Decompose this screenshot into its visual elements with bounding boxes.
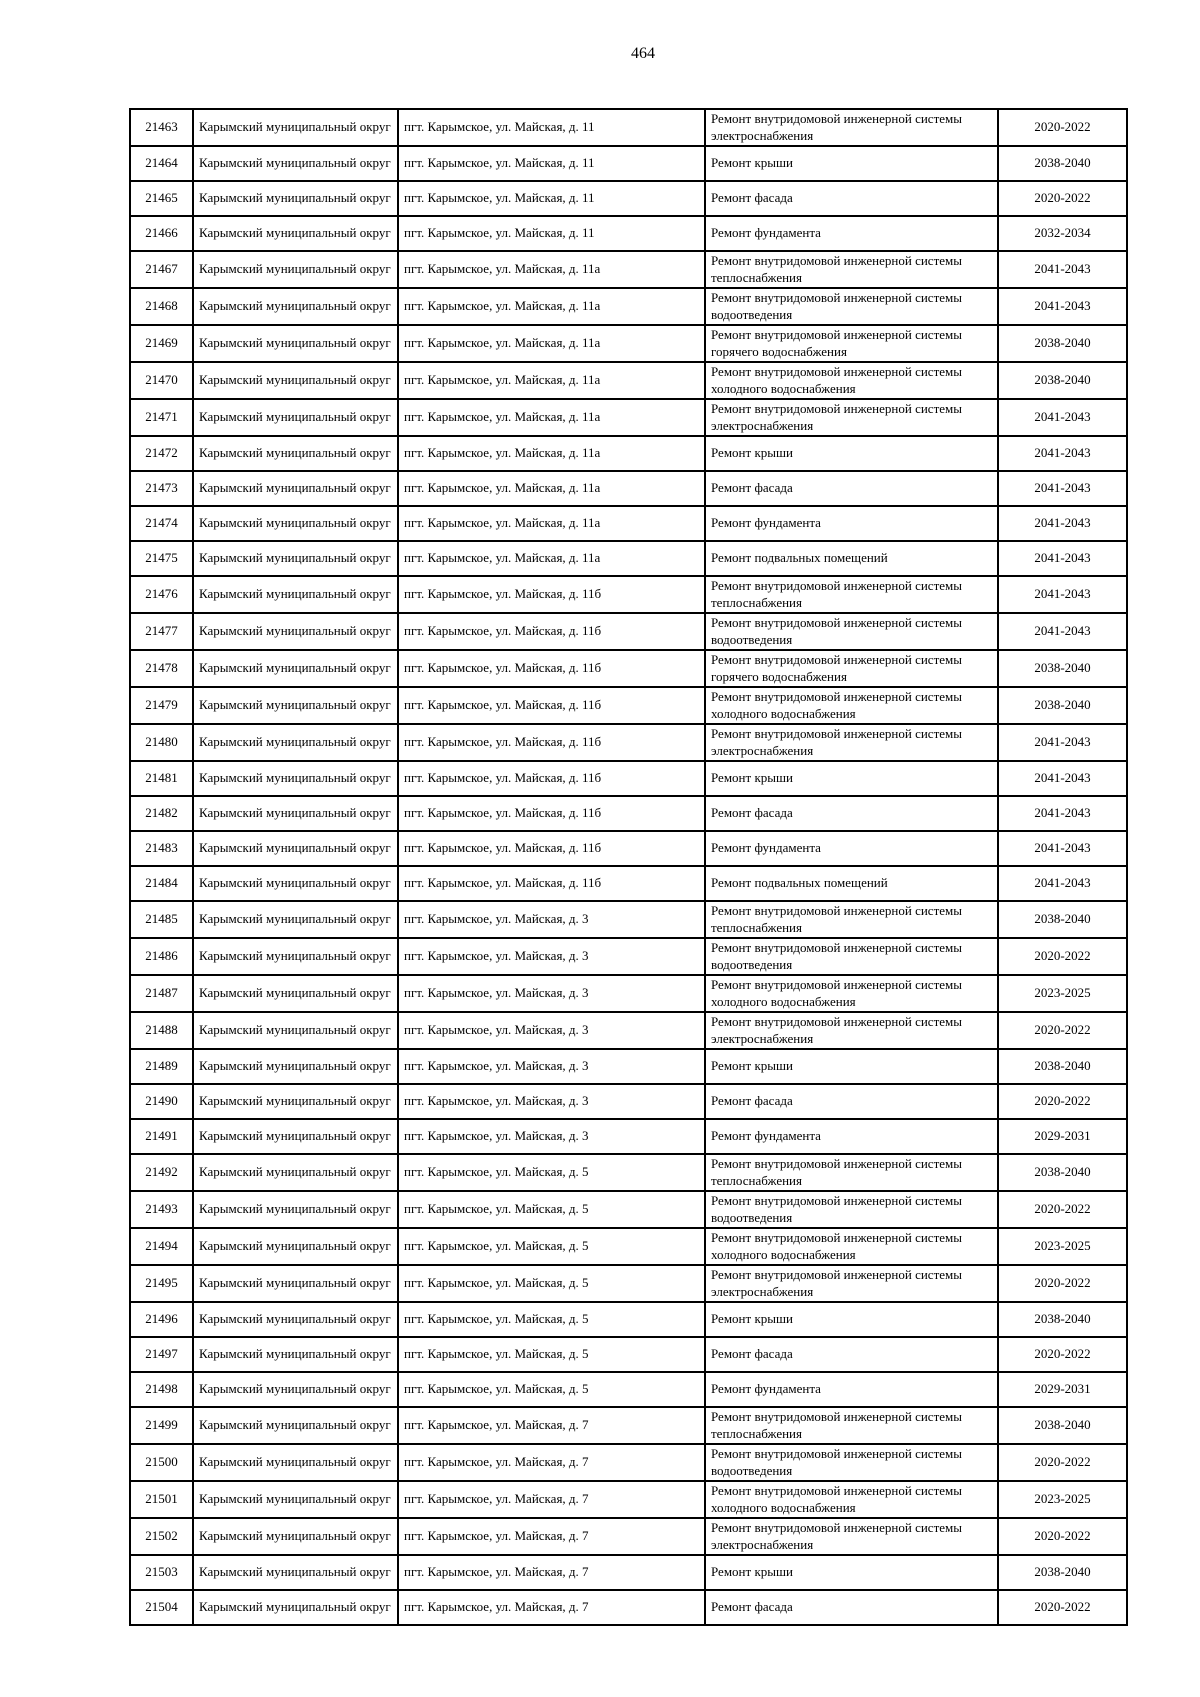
cell-row-id: 21499: [130, 1407, 193, 1444]
table-row: [130, 1302, 1127, 1337]
table-row: [130, 1012, 1127, 1049]
cell-row-id: 21502: [130, 1518, 193, 1555]
cell-address: пгт. Карымское, ул. Майская, д. 11б: [398, 650, 705, 687]
table-row: [130, 1265, 1127, 1302]
cell-years: 2020-2022: [998, 1444, 1127, 1481]
cell-years: 2023-2025: [998, 975, 1127, 1012]
cell-municipality: Карымский муниципальный округ: [193, 1049, 398, 1084]
cell-years: 2020-2022: [998, 1191, 1127, 1228]
cell-address: пгт. Карымское, ул. Майская, д. 11б: [398, 831, 705, 866]
cell-address: пгт. Карымское, ул. Майская, д. 5: [398, 1265, 705, 1302]
cell-municipality: Карымский муниципальный округ: [193, 216, 398, 251]
cell-work-type: Ремонт внутридомовой инженерной системы холодного водоснабжения: [705, 687, 998, 724]
cell-address: пгт. Карымское, ул. Майская, д. 7: [398, 1481, 705, 1518]
cell-row-id: 21473: [130, 471, 193, 506]
table-row: [130, 288, 1127, 325]
cell-address: пгт. Карымское, ул. Майская, д. 3: [398, 1119, 705, 1154]
cell-municipality: Карымский муниципальный округ: [193, 506, 398, 541]
cell-row-id: 21494: [130, 1228, 193, 1265]
cell-address: пгт. Карымское, ул. Майская, д. 3: [398, 1049, 705, 1084]
cell-work-type: Ремонт крыши: [705, 1049, 998, 1084]
cell-row-id: 21504: [130, 1590, 193, 1625]
cell-address: пгт. Карымское, ул. Майская, д. 11а: [398, 471, 705, 506]
cell-address: пгт. Карымское, ул. Майская, д. 5: [398, 1154, 705, 1191]
cell-address: пгт. Карымское, ул. Майская, д. 11б: [398, 687, 705, 724]
cell-work-type: Ремонт внутридомовой инженерной системы горячего водоснабжения: [705, 325, 998, 362]
cell-years: 2041-2043: [998, 541, 1127, 576]
cell-row-id: 21495: [130, 1265, 193, 1302]
cell-work-type: Ремонт внутридомовой инженерной системы электроснабжения: [705, 109, 998, 146]
cell-work-type: Ремонт внутридомовой инженерной системы водоотведения: [705, 288, 998, 325]
table-row: [130, 687, 1127, 724]
cell-work-type: Ремонт крыши: [705, 146, 998, 181]
table-row: [130, 1555, 1127, 1590]
cell-municipality: Карымский муниципальный округ: [193, 251, 398, 288]
cell-work-type: Ремонт внутридомовой инженерной системы горячего водоснабжения: [705, 650, 998, 687]
cell-row-id: 21476: [130, 576, 193, 613]
cell-row-id: 21497: [130, 1337, 193, 1372]
cell-row-id: 21491: [130, 1119, 193, 1154]
cell-address: пгт. Карымское, ул. Майская, д. 3: [398, 938, 705, 975]
cell-address: пгт. Карымское, ул. Майская, д. 3: [398, 1012, 705, 1049]
cell-row-id: 21474: [130, 506, 193, 541]
cell-municipality: Карымский муниципальный округ: [193, 576, 398, 613]
cell-work-type: Ремонт внутридомовой инженерной системы электроснабжения: [705, 1518, 998, 1555]
cell-work-type: Ремонт фундамента: [705, 1372, 998, 1407]
cell-years: 2038-2040: [998, 1049, 1127, 1084]
cell-address: пгт. Карымское, ул. Майская, д. 11: [398, 181, 705, 216]
cell-years: 2038-2040: [998, 146, 1127, 181]
cell-municipality: Карымский муниципальный округ: [193, 1154, 398, 1191]
cell-municipality: Карымский муниципальный округ: [193, 901, 398, 938]
cell-row-id: 21470: [130, 362, 193, 399]
cell-work-type: Ремонт внутридомовой инженерной системы холодного водоснабжения: [705, 975, 998, 1012]
cell-years: 2020-2022: [998, 938, 1127, 975]
cell-work-type: Ремонт фасада: [705, 181, 998, 216]
table-row: [130, 1372, 1127, 1407]
cell-work-type: Ремонт подвальных помещений: [705, 541, 998, 576]
cell-years: 2038-2040: [998, 362, 1127, 399]
cell-row-id: 21490: [130, 1084, 193, 1119]
cell-address: пгт. Карымское, ул. Майская, д. 11б: [398, 866, 705, 901]
cell-address: пгт. Карымское, ул. Майская, д. 5: [398, 1191, 705, 1228]
cell-years: 2020-2022: [998, 1265, 1127, 1302]
cell-work-type: Ремонт крыши: [705, 1555, 998, 1590]
cell-row-id: 21472: [130, 436, 193, 471]
cell-address: пгт. Карымское, ул. Майская, д. 5: [398, 1228, 705, 1265]
cell-years: 2020-2022: [998, 1590, 1127, 1625]
table-row: [130, 1228, 1127, 1265]
cell-years: 2029-2031: [998, 1119, 1127, 1154]
table-row: [130, 1191, 1127, 1228]
cell-row-id: 21481: [130, 761, 193, 796]
table-row: [130, 146, 1127, 181]
cell-address: пгт. Карымское, ул. Майская, д. 5: [398, 1302, 705, 1337]
cell-address: пгт. Карымское, ул. Майская, д. 11: [398, 146, 705, 181]
cell-row-id: 21485: [130, 901, 193, 938]
cell-municipality: Карымский муниципальный округ: [193, 761, 398, 796]
cell-work-type: Ремонт крыши: [705, 436, 998, 471]
cell-work-type: Ремонт крыши: [705, 761, 998, 796]
table-row: [130, 436, 1127, 471]
cell-work-type: Ремонт внутридомовой инженерной системы электроснабжения: [705, 1265, 998, 1302]
cell-years: 2041-2043: [998, 399, 1127, 436]
cell-years: 2038-2040: [998, 650, 1127, 687]
cell-work-type: Ремонт фундамента: [705, 506, 998, 541]
table-row: [130, 506, 1127, 541]
cell-years: 2023-2025: [998, 1228, 1127, 1265]
cell-municipality: Карымский муниципальный округ: [193, 1372, 398, 1407]
cell-work-type: Ремонт внутридомовой инженерной системы теплоснабжения: [705, 901, 998, 938]
cell-municipality: Карымский муниципальный округ: [193, 362, 398, 399]
cell-work-type: Ремонт фасада: [705, 1084, 998, 1119]
table-row: [130, 1518, 1127, 1555]
table-row: [130, 251, 1127, 288]
cell-years: 2041-2043: [998, 724, 1127, 761]
cell-row-id: 21467: [130, 251, 193, 288]
cell-address: пгт. Карымское, ул. Майская, д. 11а: [398, 541, 705, 576]
cell-row-id: 21496: [130, 1302, 193, 1337]
table-row: [130, 1084, 1127, 1119]
cell-row-id: 21488: [130, 1012, 193, 1049]
cell-work-type: Ремонт фасада: [705, 1337, 998, 1372]
cell-work-type: Ремонт фундамента: [705, 1119, 998, 1154]
cell-years: 2041-2043: [998, 288, 1127, 325]
cell-municipality: Карымский муниципальный округ: [193, 471, 398, 506]
cell-years: 2038-2040: [998, 1154, 1127, 1191]
cell-years: 2038-2040: [998, 1407, 1127, 1444]
cell-row-id: 21477: [130, 613, 193, 650]
cell-years: 2041-2043: [998, 471, 1127, 506]
cell-years: 2020-2022: [998, 1337, 1127, 1372]
cell-row-id: 21479: [130, 687, 193, 724]
cell-work-type: Ремонт внутридомовой инженерной системы теплоснабжения: [705, 251, 998, 288]
cell-municipality: Карымский муниципальный округ: [193, 1444, 398, 1481]
cell-municipality: Карымский муниципальный округ: [193, 1337, 398, 1372]
cell-work-type: Ремонт фундамента: [705, 831, 998, 866]
cell-row-id: 21463: [130, 109, 193, 146]
table-row: [130, 866, 1127, 901]
cell-years: 2038-2040: [998, 325, 1127, 362]
cell-municipality: Карымский муниципальный округ: [193, 1518, 398, 1555]
cell-municipality: Карымский муниципальный округ: [193, 687, 398, 724]
table-row: [130, 1590, 1127, 1625]
cell-address: пгт. Карымское, ул. Майская, д. 11б: [398, 724, 705, 761]
cell-work-type: Ремонт внутридомовой инженерной системы водоотведения: [705, 1191, 998, 1228]
cell-years: 2038-2040: [998, 1302, 1127, 1337]
cell-years: 2023-2025: [998, 1481, 1127, 1518]
cell-municipality: Карымский муниципальный округ: [193, 1555, 398, 1590]
cell-years: 2020-2022: [998, 1084, 1127, 1119]
table-row: [130, 1407, 1127, 1444]
cell-work-type: Ремонт внутридомовой инженерной системы холодного водоснабжения: [705, 362, 998, 399]
cell-row-id: 21482: [130, 796, 193, 831]
cell-row-id: 21464: [130, 146, 193, 181]
cell-municipality: Карымский муниципальный округ: [193, 181, 398, 216]
cell-row-id: 21468: [130, 288, 193, 325]
table-row: [130, 724, 1127, 761]
cell-municipality: Карымский муниципальный округ: [193, 831, 398, 866]
cell-row-id: 21493: [130, 1191, 193, 1228]
cell-address: пгт. Карымское, ул. Майская, д. 7: [398, 1555, 705, 1590]
cell-work-type: Ремонт внутридомовой инженерной системы водоотведения: [705, 938, 998, 975]
table-row: [130, 975, 1127, 1012]
cell-years: 2020-2022: [998, 1012, 1127, 1049]
cell-years: 2041-2043: [998, 796, 1127, 831]
cell-work-type: Ремонт внутридомовой инженерной системы водоотведения: [705, 613, 998, 650]
cell-address: пгт. Карымское, ул. Майская, д. 7: [398, 1590, 705, 1625]
cell-address: пгт. Карымское, ул. Майская, д. 11б: [398, 613, 705, 650]
cell-municipality: Карымский муниципальный округ: [193, 613, 398, 650]
cell-address: пгт. Карымское, ул. Майская, д. 11а: [398, 325, 705, 362]
cell-municipality: Карымский муниципальный округ: [193, 109, 398, 146]
cell-years: 2032-2034: [998, 216, 1127, 251]
table-row: [130, 613, 1127, 650]
cell-work-type: Ремонт внутридомовой инженерной системы теплоснабжения: [705, 576, 998, 613]
cell-row-id: 21483: [130, 831, 193, 866]
cell-address: пгт. Карымское, ул. Майская, д. 11: [398, 109, 705, 146]
cell-municipality: Карымский муниципальный округ: [193, 1191, 398, 1228]
cell-row-id: 21503: [130, 1555, 193, 1590]
cell-municipality: Карымский муниципальный округ: [193, 1265, 398, 1302]
table-row: [130, 541, 1127, 576]
cell-address: пгт. Карымское, ул. Майская, д. 5: [398, 1337, 705, 1372]
cell-municipality: Карымский муниципальный округ: [193, 975, 398, 1012]
cell-work-type: Ремонт внутридомовой инженерной системы холодного водоснабжения: [705, 1481, 998, 1518]
cell-years: 2020-2022: [998, 109, 1127, 146]
table-row: [130, 576, 1127, 613]
cell-address: пгт. Карымское, ул. Майская, д. 11б: [398, 796, 705, 831]
cell-address: пгт. Карымское, ул. Майская, д. 11б: [398, 761, 705, 796]
cell-years: 2029-2031: [998, 1372, 1127, 1407]
cell-municipality: Карымский муниципальный округ: [193, 1590, 398, 1625]
table-row: [130, 181, 1127, 216]
cell-work-type: Ремонт внутридомовой инженерной системы холодного водоснабжения: [705, 1228, 998, 1265]
cell-row-id: 21469: [130, 325, 193, 362]
repair-plan-table-body: [130, 109, 1127, 1625]
cell-work-type: Ремонт внутридомовой инженерной системы водоотведения: [705, 1444, 998, 1481]
cell-address: пгт. Карымское, ул. Майская, д. 11а: [398, 506, 705, 541]
cell-address: пгт. Карымское, ул. Майская, д. 11а: [398, 362, 705, 399]
cell-years: 2038-2040: [998, 687, 1127, 724]
cell-address: пгт. Карымское, ул. Майская, д. 11а: [398, 288, 705, 325]
table-row: [130, 796, 1127, 831]
table-row: [130, 362, 1127, 399]
table-row: [130, 901, 1127, 938]
cell-work-type: Ремонт фундамента: [705, 216, 998, 251]
table-row: [130, 1481, 1127, 1518]
cell-row-id: 21484: [130, 866, 193, 901]
cell-work-type: Ремонт внутридомовой инженерной системы электроснабжения: [705, 399, 998, 436]
cell-municipality: Карымский муниципальный округ: [193, 325, 398, 362]
cell-municipality: Карымский муниципальный округ: [193, 1084, 398, 1119]
cell-years: 2020-2022: [998, 1518, 1127, 1555]
table-row: [130, 1337, 1127, 1372]
cell-municipality: Карымский муниципальный округ: [193, 796, 398, 831]
cell-row-id: 21478: [130, 650, 193, 687]
cell-municipality: Карымский муниципальный округ: [193, 146, 398, 181]
table-row: [130, 471, 1127, 506]
cell-municipality: Карымский муниципальный округ: [193, 399, 398, 436]
table-row: [130, 216, 1127, 251]
cell-work-type: Ремонт крыши: [705, 1302, 998, 1337]
cell-address: пгт. Карымское, ул. Майская, д. 5: [398, 1372, 705, 1407]
table-row: [130, 109, 1127, 146]
cell-address: пгт. Карымское, ул. Майская, д. 11а: [398, 399, 705, 436]
table-row: [130, 1444, 1127, 1481]
table-row: [130, 761, 1127, 796]
cell-work-type: Ремонт внутридомовой инженерной системы теплоснабжения: [705, 1154, 998, 1191]
cell-municipality: Карымский муниципальный округ: [193, 1228, 398, 1265]
table-row: [130, 325, 1127, 362]
table-row: [130, 1154, 1127, 1191]
cell-row-id: 21475: [130, 541, 193, 576]
cell-address: пгт. Карымское, ул. Майская, д. 7: [398, 1444, 705, 1481]
page-number: 464: [631, 45, 655, 62]
cell-work-type: Ремонт фасада: [705, 471, 998, 506]
cell-address: пгт. Карымское, ул. Майская, д. 3: [398, 975, 705, 1012]
cell-row-id: 21471: [130, 399, 193, 436]
cell-municipality: Карымский муниципальный округ: [193, 1119, 398, 1154]
cell-row-id: 21492: [130, 1154, 193, 1191]
cell-years: 2041-2043: [998, 866, 1127, 901]
repair-plan-table: [129, 108, 1128, 1626]
cell-row-id: 21486: [130, 938, 193, 975]
cell-work-type: Ремонт внутридомовой инженерной системы теплоснабжения: [705, 1407, 998, 1444]
table-row: [130, 831, 1127, 866]
table-row: [130, 1119, 1127, 1154]
cell-row-id: 21487: [130, 975, 193, 1012]
table-row: [130, 399, 1127, 436]
cell-years: 2041-2043: [998, 436, 1127, 471]
cell-work-type: Ремонт внутридомовой инженерной системы электроснабжения: [705, 1012, 998, 1049]
cell-row-id: 21466: [130, 216, 193, 251]
cell-address: пгт. Карымское, ул. Майская, д. 11а: [398, 436, 705, 471]
cell-municipality: Карымский муниципальный округ: [193, 866, 398, 901]
cell-municipality: Карымский муниципальный округ: [193, 436, 398, 471]
cell-row-id: 21501: [130, 1481, 193, 1518]
cell-municipality: Карымский муниципальный округ: [193, 288, 398, 325]
cell-row-id: 21489: [130, 1049, 193, 1084]
cell-years: 2041-2043: [998, 506, 1127, 541]
cell-work-type: Ремонт фасада: [705, 1590, 998, 1625]
cell-address: пгт. Карымское, ул. Майская, д. 3: [398, 901, 705, 938]
cell-work-type: Ремонт фасада: [705, 796, 998, 831]
cell-row-id: 21500: [130, 1444, 193, 1481]
cell-address: пгт. Карымское, ул. Майская, д. 11: [398, 216, 705, 251]
cell-municipality: Карымский муниципальный округ: [193, 541, 398, 576]
cell-address: пгт. Карымское, ул. Майская, д. 3: [398, 1084, 705, 1119]
table-row: [130, 938, 1127, 975]
cell-years: 2041-2043: [998, 613, 1127, 650]
cell-work-type: Ремонт подвальных помещений: [705, 866, 998, 901]
cell-municipality: Карымский муниципальный округ: [193, 1481, 398, 1518]
cell-municipality: Карымский муниципальный округ: [193, 938, 398, 975]
cell-address: пгт. Карымское, ул. Майская, д. 7: [398, 1518, 705, 1555]
cell-years: 2020-2022: [998, 181, 1127, 216]
cell-municipality: Карымский муниципальный округ: [193, 1302, 398, 1337]
cell-address: пгт. Карымское, ул. Майская, д. 7: [398, 1407, 705, 1444]
cell-municipality: Карымский муниципальный округ: [193, 724, 398, 761]
cell-work-type: Ремонт внутридомовой инженерной системы электроснабжения: [705, 724, 998, 761]
cell-years: 2041-2043: [998, 831, 1127, 866]
cell-row-id: 21480: [130, 724, 193, 761]
cell-municipality: Карымский муниципальный округ: [193, 650, 398, 687]
cell-years: 2041-2043: [998, 251, 1127, 288]
cell-municipality: Карымский муниципальный округ: [193, 1012, 398, 1049]
table-row: [130, 1049, 1127, 1084]
cell-row-id: 21498: [130, 1372, 193, 1407]
table-row: [130, 650, 1127, 687]
cell-row-id: 21465: [130, 181, 193, 216]
cell-years: 2041-2043: [998, 761, 1127, 796]
cell-municipality: Карымский муниципальный округ: [193, 1407, 398, 1444]
cell-years: 2038-2040: [998, 901, 1127, 938]
cell-address: пгт. Карымское, ул. Майская, д. 11б: [398, 576, 705, 613]
cell-address: пгт. Карымское, ул. Майская, д. 11а: [398, 251, 705, 288]
cell-years: 2038-2040: [998, 1555, 1127, 1590]
cell-years: 2041-2043: [998, 576, 1127, 613]
